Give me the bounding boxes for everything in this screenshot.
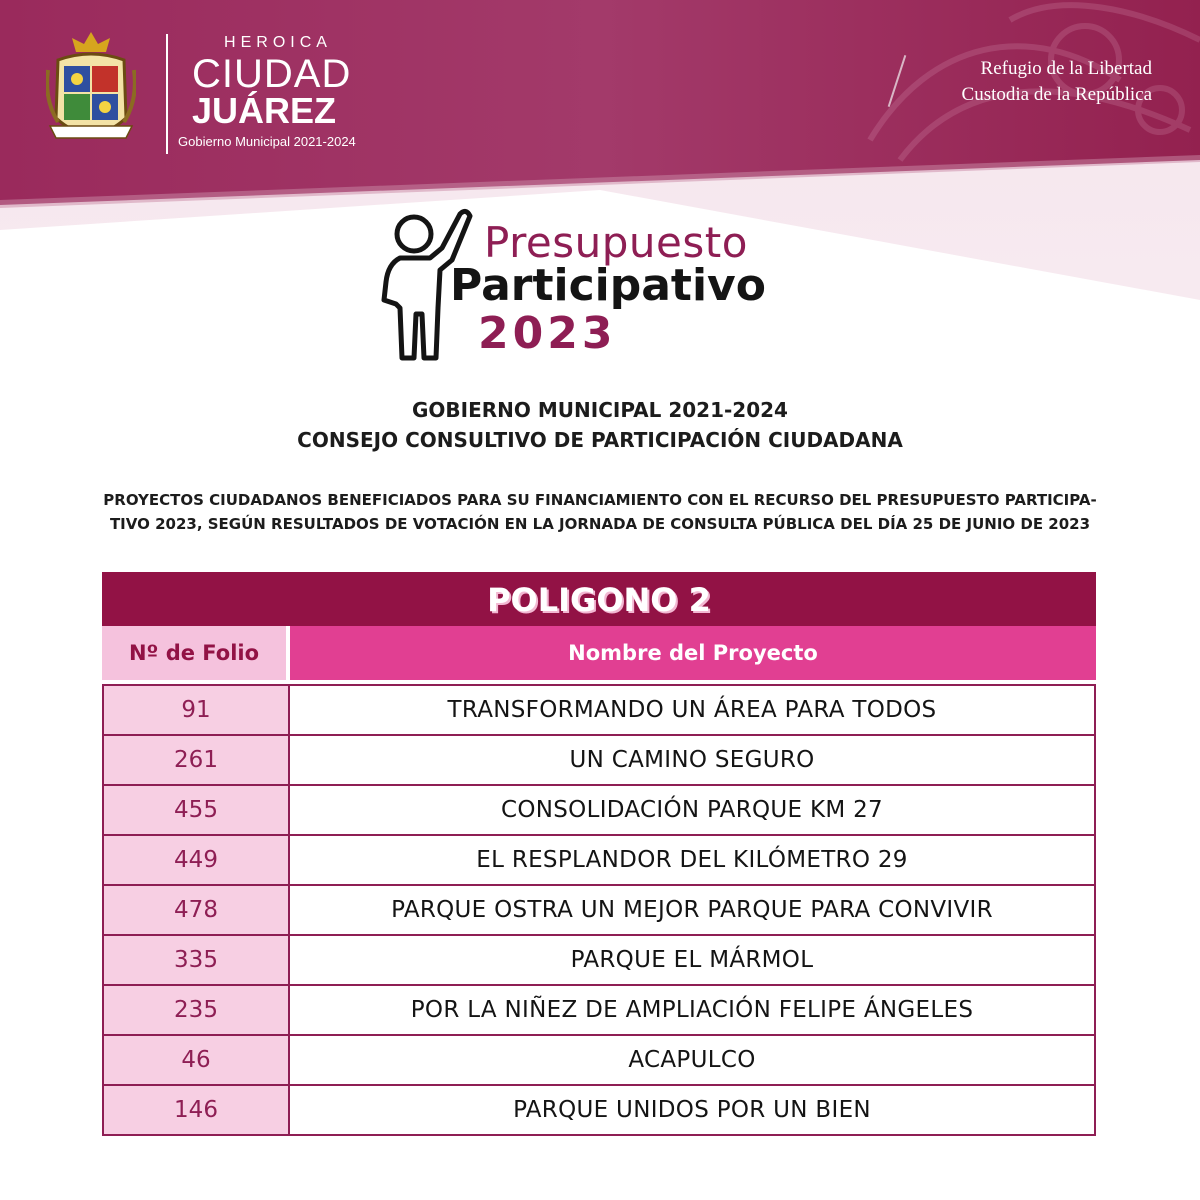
project-name-cell: TRANSFORMANDO UN ÁREA PARA TODOS xyxy=(447,697,937,723)
project-name-cell: UN CAMINO SEGURO xyxy=(569,747,815,773)
folio-cell: 335 xyxy=(104,936,290,984)
project-name-cell: CONSOLIDACIÓN PARQUE KM 27 xyxy=(501,797,883,823)
logo-year: 2023 xyxy=(478,308,617,359)
brand-divider xyxy=(166,34,168,154)
folio-cell: 449 xyxy=(104,836,290,884)
header xyxy=(0,0,1200,200)
table-row xyxy=(104,1034,1094,1084)
folio-cell: 455 xyxy=(104,786,290,834)
slogan xyxy=(962,56,1152,108)
column-header-name: Nombre del Proyecto xyxy=(290,626,1096,680)
logo-participativo: Participativo xyxy=(450,260,766,311)
slogan-line-2: Custodia de la República xyxy=(961,84,1152,105)
table-row xyxy=(104,684,1094,734)
project-name-cell: POR LA NIÑEZ DE AMPLIACIÓN FELIPE ÁNGELES xyxy=(410,997,974,1023)
table-header xyxy=(102,626,1096,684)
table-body xyxy=(102,684,1096,1136)
table-row xyxy=(104,784,1094,834)
description xyxy=(20,488,1180,536)
coat-of-arms-icon xyxy=(46,30,136,154)
table-row xyxy=(104,734,1094,784)
brand-heroica: HEROICA xyxy=(224,34,332,51)
folio-cell: 46 xyxy=(104,1036,290,1084)
project-name-cell: ACAPULCO xyxy=(628,1047,756,1073)
brand-juarez: JUÁREZ xyxy=(192,90,337,131)
folio-cell: 478 xyxy=(104,886,290,934)
projects-table xyxy=(102,572,1096,1136)
project-name-cell: EL RESPLANDOR DEL KILÓMETRO 29 xyxy=(476,847,908,873)
slogan-line-1: Refugio de la Libertad xyxy=(980,58,1152,79)
column-header-folio: Nº de Folio xyxy=(102,626,290,680)
table-row xyxy=(104,1084,1094,1134)
project-name-cell: PARQUE UNIDOS POR UN BIEN xyxy=(513,1097,871,1123)
brand-ciudad: CIUDAD xyxy=(192,52,352,96)
slogan-divider xyxy=(888,55,907,107)
table-title: POLIGONO 2 xyxy=(102,572,1096,626)
table-row xyxy=(104,984,1094,1034)
project-name-cell: PARQUE EL MÁRMOL xyxy=(570,947,814,973)
table-row xyxy=(104,884,1094,934)
heading-consejo: CONSEJO CONSULTIVO DE PARTICIPACIÓN CIUDADANA xyxy=(297,428,903,452)
project-name-cell: PARQUE OSTRA UN MEJOR PARQUE PARA CONVIVIR xyxy=(391,897,993,923)
logo-presupuesto: Presupuesto xyxy=(484,218,748,267)
table-row xyxy=(104,834,1094,884)
folio-cell: 261 xyxy=(104,736,290,784)
folio-cell: 146 xyxy=(104,1086,290,1134)
table-row xyxy=(104,934,1094,984)
description-line-1: PROYECTOS CIUDADANOS BENEFICIADOS PARA SU FINANCIAMIENTO CON EL RECURSO DEL PRESUPUESTO PARTICIPA- xyxy=(103,491,1097,509)
folio-cell: 235 xyxy=(104,986,290,1034)
brand-gobierno: Gobierno Municipal 2021-2024 xyxy=(178,134,356,149)
heading-gobierno: GOBIERNO MUNICIPAL 2021-2024 xyxy=(412,398,788,422)
description-line-2: TIVO 2023, SEGÚN RESULTADOS DE VOTACIÓN EN LA JORNADA DE CONSULTA PÚBLICA DEL DÍA 25 DE JUNIO DE 2023 xyxy=(109,515,1091,533)
folio-cell: 91 xyxy=(104,686,290,734)
